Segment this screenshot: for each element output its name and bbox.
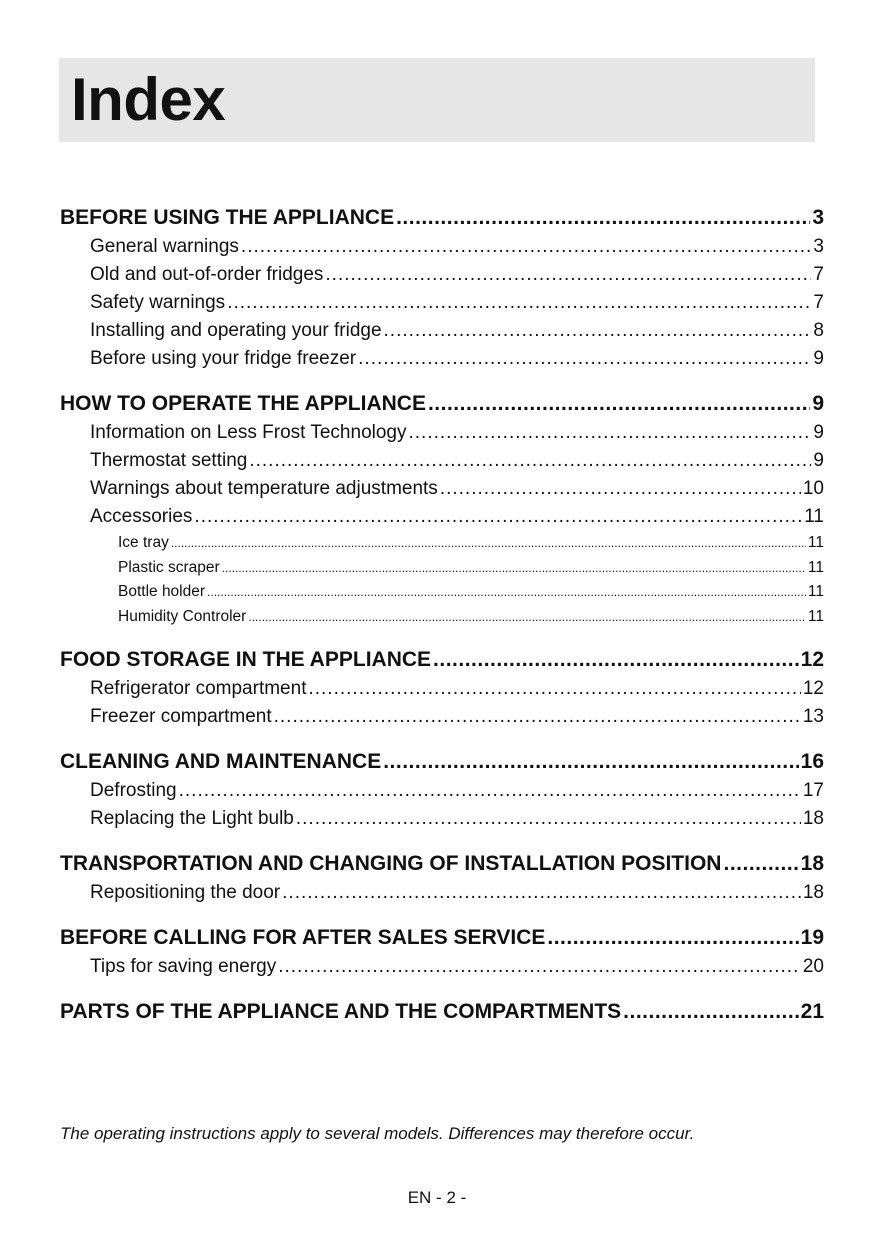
toc-subentry-label: Ice tray [118,534,169,551]
toc-entry-label: Information on Less Frost Technology [90,422,407,443]
toc-subentry-label: Plastic scraper [118,558,220,576]
toc-entry-label: Refrigerator compartment [90,678,307,699]
toc-entry-label: Before using your fridge freezer [90,348,357,369]
dot-leader [396,203,810,233]
toc-subentry[interactable] [60,580,824,605]
toc-page-number: 11 [807,534,824,551]
toc-subentry-label: Bottle holder [118,583,206,600]
toc-entry[interactable] [60,675,824,703]
dot-leader [409,419,812,447]
dot-leader [171,531,806,556]
dot-leader [278,953,801,981]
dot-leader [723,849,798,879]
toc-entry[interactable] [60,503,824,531]
toc-page-number: 19 [800,926,824,949]
toc-entry[interactable] [60,447,824,475]
toc-heading[interactable] [60,645,824,675]
toc-page-number: 9 [813,422,824,443]
dot-leader [325,261,811,289]
dot-leader [282,879,801,907]
toc-page-number: 7 [813,264,824,285]
toc-section-food-storage [60,645,824,731]
toc-page-number: 16 [800,750,824,773]
toc-page-number: 11 [807,607,824,625]
dot-leader [179,777,801,805]
toc-heading-label: BEFORE USING THE APPLIANCE [60,206,395,229]
dot-leader [249,447,811,475]
toc-subentry-label: Humidity Controler [118,607,247,625]
toc-page-number: 3 [812,206,824,229]
title-band [59,58,815,142]
toc-page-number: 7 [813,292,824,313]
toc-entry-label: Replacing the Light bulb [90,808,294,829]
toc-entry[interactable] [60,317,824,345]
dot-leader [433,645,799,675]
toc-entry[interactable] [60,233,824,261]
toc-page-number: 21 [800,1000,824,1023]
toc-entry[interactable] [60,703,824,731]
toc-page-number: 9 [812,392,824,415]
toc-heading-label: CLEANING AND MAINTENANCE [60,750,382,773]
page-footer: EN - 2 - [407,1188,467,1207]
dot-leader [222,556,806,581]
models-note: The operating instructions apply to several models. Differences may therefore occur. [60,1124,695,1143]
toc-entry[interactable] [60,953,824,981]
toc-page-number: 17 [802,780,824,801]
toc-entry[interactable] [60,879,824,907]
toc-heading[interactable] [60,997,824,1027]
dot-leader [194,503,802,531]
toc-page-number: 9 [813,348,824,369]
page-title: Index [71,66,226,133]
toc-subentry[interactable] [60,531,824,556]
toc-heading[interactable] [60,923,824,953]
toc-heading[interactable] [60,203,824,233]
table-of-contents [60,203,824,1043]
dot-leader [227,289,811,317]
dot-leader [207,580,806,605]
toc-entry[interactable] [60,289,824,317]
dot-leader [296,805,801,833]
dot-leader [241,233,812,261]
toc-heading-label: BEFORE CALLING FOR AFTER SALES SERVICE [60,926,546,949]
toc-entry-label: Defrosting [90,780,177,801]
toc-page-number: 8 [813,320,824,341]
toc-subentry[interactable] [60,605,824,630]
dot-leader [384,317,812,345]
toc-heading[interactable] [60,747,824,777]
toc-section-before-using [60,203,824,373]
toc-entry[interactable] [60,261,824,289]
toc-entry-label: Tips for saving energy [90,956,277,977]
toc-page-number: 18 [802,882,824,903]
toc-entry[interactable] [60,345,824,373]
dot-leader [428,389,810,419]
toc-heading-label: FOOD STORAGE IN THE APPLIANCE [60,648,432,671]
toc-section-transportation [60,849,824,907]
toc-page-number: 11 [807,558,824,576]
toc-entry[interactable] [60,475,824,503]
toc-entry-label: Old and out-of-order fridges [90,264,324,285]
toc-section-parts [60,997,824,1027]
toc-heading-label: TRANSPORTATION AND CHANGING OF INSTALLATION POSITION [60,852,722,875]
toc-entry-label: Installing and operating your fridge [90,320,382,341]
dot-leader [547,923,798,953]
toc-entry[interactable] [60,805,824,833]
toc-heading-label: PARTS OF THE APPLIANCE AND THE COMPARTMENTS [60,1000,622,1023]
toc-page-number: 13 [802,706,824,727]
toc-page-number: 3 [813,236,824,257]
toc-heading[interactable] [60,389,824,419]
toc-entry-label: Warnings about temperature adjustments [90,478,438,499]
toc-page-number: 12 [802,678,824,699]
toc-page-number: 20 [802,956,824,977]
dot-leader [308,675,800,703]
toc-entry[interactable] [60,777,824,805]
toc-section-after-sales [60,923,824,981]
toc-entry-label: General warnings [90,236,239,257]
dot-leader [383,747,798,777]
toc-page-number: 11 [807,583,824,600]
toc-entry-label: Safety warnings [90,292,226,313]
toc-page-number: 11 [804,506,824,527]
toc-heading-label: HOW TO OPERATE THE APPLIANCE [60,392,426,415]
toc-heading[interactable] [60,849,824,879]
dot-leader [358,345,811,373]
toc-page-number: 9 [813,450,824,471]
toc-page-number: 12 [800,648,824,671]
dot-leader [248,605,806,630]
toc-entry-label: Accessories [90,506,193,527]
toc-entry-label: Freezer compartment [90,706,272,727]
toc-page-number: 18 [800,852,824,875]
toc-entry-label: Repositioning the door [90,882,281,903]
toc-entry[interactable] [60,419,824,447]
toc-page-number: 18 [802,808,824,829]
toc-entry-label: Thermostat setting [90,450,248,471]
toc-section-cleaning [60,747,824,833]
toc-subentry[interactable] [60,556,824,581]
toc-page-number: 10 [802,478,824,499]
dot-leader [274,703,801,731]
dot-leader [440,475,801,503]
toc-section-how-to-operate [60,389,824,629]
dot-leader [623,997,798,1027]
